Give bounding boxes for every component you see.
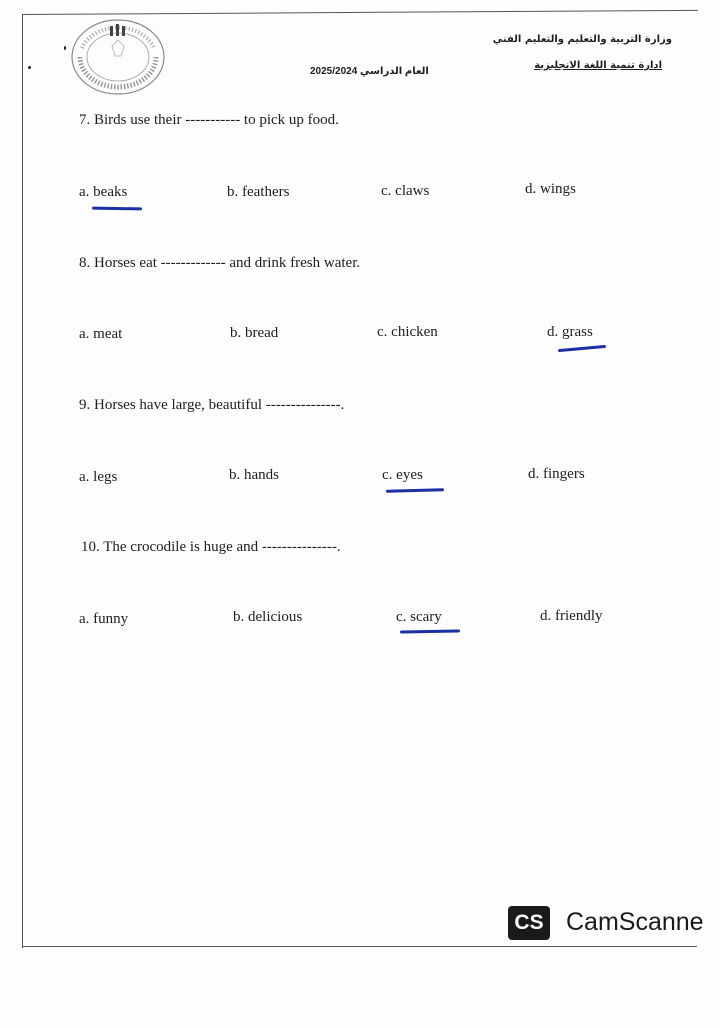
q7-option-c[interactable]: c. claws bbox=[381, 183, 430, 199]
camscanner-logo-icon: CS bbox=[508, 906, 550, 940]
q8-option-c[interactable]: c. chicken bbox=[377, 324, 438, 340]
q7-option-d[interactable]: d. wings bbox=[525, 181, 576, 197]
q10-option-d[interactable]: d. friendly bbox=[540, 608, 603, 624]
ministry-name: وزارة التربية والتعليم والتعليم الفني bbox=[492, 34, 672, 45]
camscanner-wordmark: CamScanne bbox=[566, 908, 704, 936]
answer-underline-mark bbox=[400, 629, 460, 633]
q8-option-b[interactable]: b. bread bbox=[230, 325, 279, 341]
question-7-text: 7. Birds use their ----------- to pick up food. bbox=[79, 112, 339, 128]
page-border-bottom bbox=[22, 946, 697, 947]
answer-underline-mark bbox=[558, 345, 606, 352]
q10-option-b[interactable]: b. delicious bbox=[233, 609, 303, 625]
academic-year: العام الدراسي 2025/2024 bbox=[310, 66, 429, 77]
page-border-top bbox=[22, 10, 698, 15]
q9-option-c[interactable]: c. eyes bbox=[382, 467, 423, 483]
scan-speck bbox=[28, 66, 31, 69]
page-border-left bbox=[22, 14, 23, 948]
question-10-text: 10. The crocodile is huge and ---------------. bbox=[81, 539, 341, 555]
question-8-text: 8. Horses eat ------------- and drink fresh water. bbox=[79, 255, 361, 271]
q8-option-d[interactable]: d. grass bbox=[547, 324, 593, 340]
q7-option-b[interactable]: b. feathers bbox=[227, 184, 290, 200]
q9-option-b[interactable]: b. hands bbox=[229, 467, 279, 483]
answer-underline-mark bbox=[386, 488, 444, 493]
question-9-text: 9. Horses have large, beautiful ---------------. bbox=[79, 397, 345, 413]
q10-option-a[interactable]: a. funny bbox=[79, 611, 129, 627]
q10-option-c[interactable]: c. scary bbox=[396, 609, 442, 625]
q9-option-a[interactable]: a. legs bbox=[79, 469, 118, 485]
q7-option-a[interactable]: a. beaks bbox=[79, 184, 128, 200]
q8-option-a[interactable]: a. meat bbox=[79, 326, 123, 342]
ministry-seal-logo bbox=[66, 16, 170, 98]
answer-underline-mark bbox=[92, 207, 142, 211]
department-name: ادارة تنمية اللغة الانجليزية bbox=[534, 60, 662, 71]
q9-option-d[interactable]: d. fingers bbox=[528, 466, 585, 482]
